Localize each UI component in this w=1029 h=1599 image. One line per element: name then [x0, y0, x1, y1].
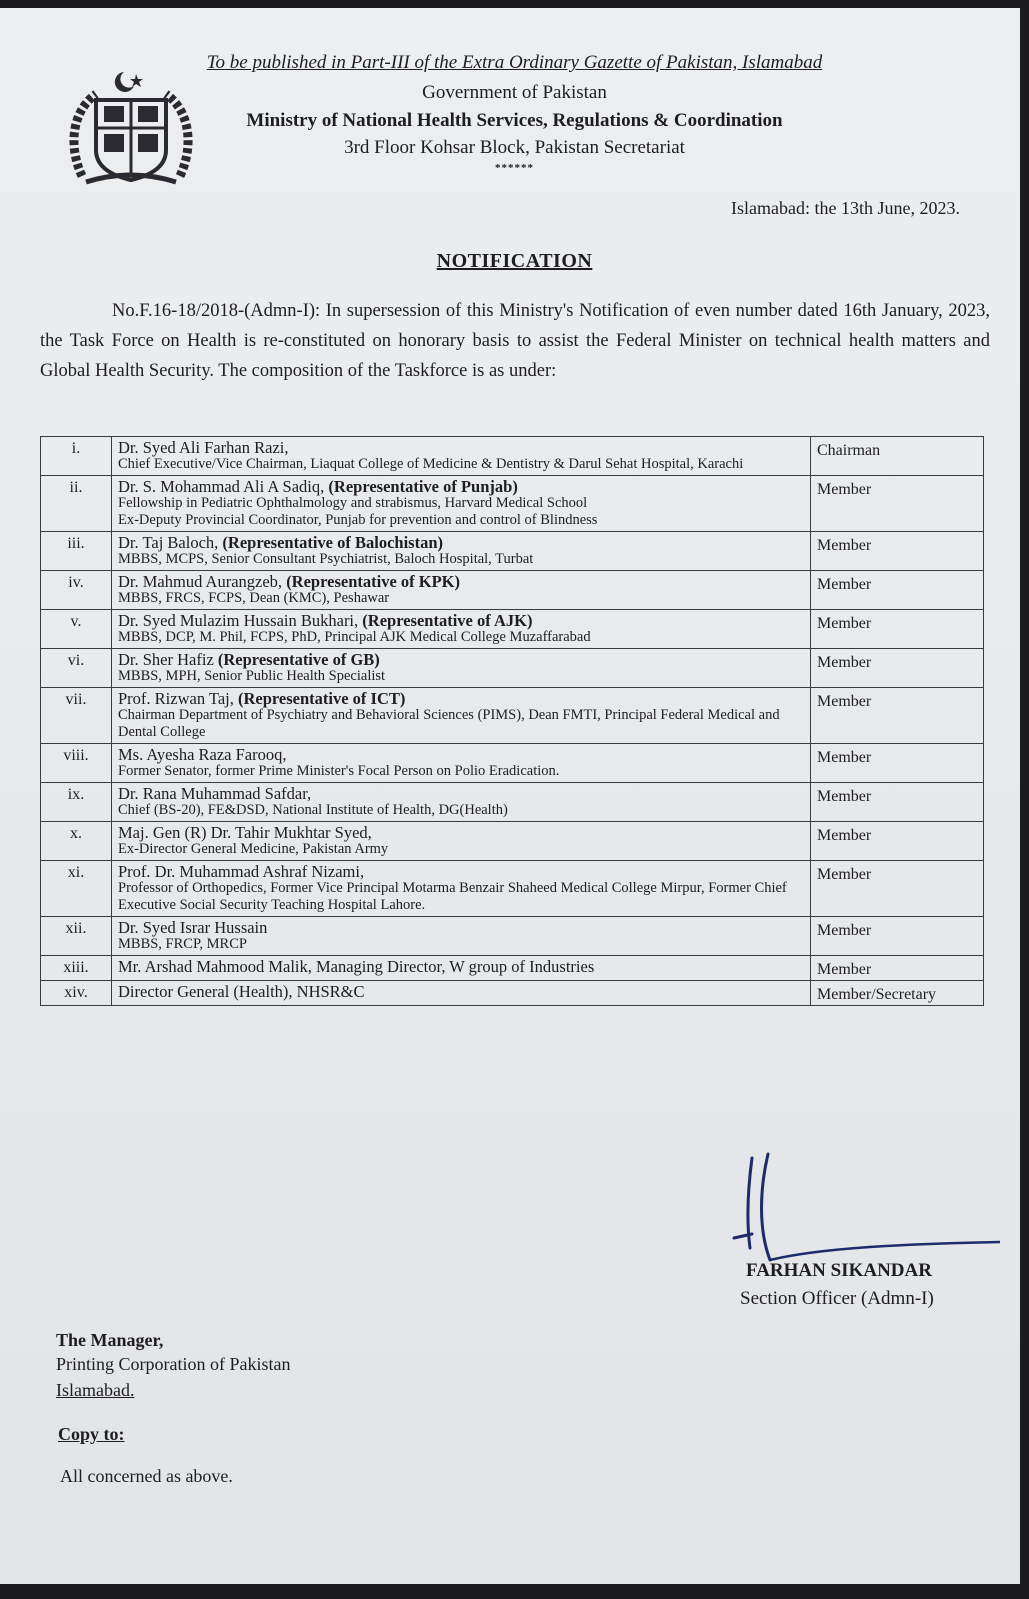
member-detail: Fellowship in Pediatric Ophthalmology and strabismus, Harvard Medical School: [118, 495, 588, 511]
recipient-city: Islamabad.: [56, 1380, 135, 1400]
member-role: Chairman: [811, 437, 984, 476]
member-row: [41, 532, 984, 571]
member-detail: Ex-Deputy Provincial Coordinator, Punjab for prevention and control of Blindness: [118, 512, 598, 528]
header-separator: ******: [495, 162, 534, 174]
member-role: Member: [811, 956, 984, 981]
member-detail: Chairman Department of Psychiatry and Behavioral Sciences (PIMS), Dean FMTI, Principal Federal Medical and Dental College: [118, 707, 780, 740]
member-representation: (Representative of AJK): [362, 611, 533, 630]
member-row: [41, 437, 984, 476]
member-info: [112, 744, 811, 783]
member-name-line: [118, 478, 804, 495]
member-role: Member: [811, 917, 984, 956]
member-detail: MBBS, FRCP, MRCP: [118, 936, 247, 952]
member-detail: MBBS, MPH, Senior Public Health Specialist: [118, 668, 386, 684]
member-role: Member: [811, 861, 984, 917]
member-number: iii.: [41, 532, 112, 571]
ministry-address: 3rd Floor Kohsar Block, Pakistan Secretariat: [344, 137, 685, 158]
member-row: [41, 956, 984, 981]
member-name-line: [118, 573, 804, 590]
member-role: Member: [811, 571, 984, 610]
member-info: [112, 532, 811, 571]
member-name: Ms. Ayesha Raza Farooq,: [118, 745, 287, 764]
member-number: v.: [41, 610, 112, 649]
member-representation: (Representative of KPK): [286, 572, 461, 591]
member-info: [112, 476, 811, 532]
notification-intro: No.F.16-18/2018-(Admn-I): In supersession of this Ministry's Notification of even number dated 16th January, 2023, the Task Force on Health is re-constituted on honorary basis to assist the Federal Minister on technical health matters and Global Health Security. The composition of the Taskforce is as under:: [40, 301, 990, 381]
member-name: Mr. Arshad Mahmood Malik, Managing Director, W group of Industries: [118, 957, 595, 976]
recipient-organization: Printing Corporation of Pakistan: [56, 1354, 291, 1374]
issue-date: Islamabad: the 13th June, 2023.: [731, 198, 960, 218]
member-name: Dr. S. Mohammad Ali A Sadiq,: [118, 477, 325, 496]
member-role: Member: [811, 783, 984, 822]
member-info: [112, 610, 811, 649]
member-number: xiii.: [41, 956, 112, 981]
member-row: [41, 744, 984, 783]
member-name-line: [118, 690, 804, 707]
member-name-line: [118, 919, 804, 936]
member-representation: (Representative of Punjab): [328, 477, 518, 496]
member-info: [112, 437, 811, 476]
member-name: Dr. Rana Muhammad Safdar,: [118, 784, 312, 803]
recipient-title: The Manager,: [56, 1330, 164, 1350]
member-info: [112, 688, 811, 744]
member-name: Prof. Dr. Muhammad Ashraf Nizami,: [118, 862, 365, 881]
member-representation: (Representative of ICT): [237, 689, 406, 708]
member-detail: Former Senator, former Prime Minister's Focal Person on Polio Eradication.: [118, 763, 560, 779]
member-row: [41, 981, 984, 1006]
member-row: [41, 571, 984, 610]
member-name-line: [118, 983, 804, 1000]
member-representation: (Representative of Balochistan): [222, 533, 443, 552]
gazette-note: To be published in Part-III of the Extra Ordinary Gazette of Pakistan, Islamabad: [206, 52, 823, 73]
member-number: viii.: [41, 744, 112, 783]
member-name: Maj. Gen (R) Dr. Tahir Mukhtar Syed,: [118, 823, 372, 842]
member-role: Member: [811, 744, 984, 783]
member-number: x.: [41, 822, 112, 861]
member-row: [41, 783, 984, 822]
member-name: Dr. Mahmud Aurangzeb,: [118, 572, 283, 591]
member-detail: Chief Executive/Vice Chairman, Liaquat College of Medicine & Dentistry & Darul Sehat Hospital, Karachi: [118, 456, 744, 472]
member-number: xi.: [41, 861, 112, 917]
member-number: vi.: [41, 649, 112, 688]
member-role: Member: [811, 532, 984, 571]
signatory-designation: Section Officer (Admn-I): [740, 1288, 934, 1309]
member-number: i.: [41, 437, 112, 476]
member-row: [41, 861, 984, 917]
member-role: Member/Secretary: [811, 981, 984, 1006]
member-info: [112, 981, 811, 1006]
member-name: Dr. Syed Israr Hussain: [118, 918, 268, 937]
member-info: [112, 917, 811, 956]
member-row: [41, 610, 984, 649]
member-name-line: [118, 746, 804, 763]
member-representation: (Representative of GB): [217, 650, 380, 669]
member-name: Dr. Syed Ali Farhan Razi,: [118, 438, 289, 457]
member-detail: Professor of Orthopedics, Former Vice Principal Motarma Benzair Shaheed Medical College Mirpur, Former Chief Executive Social Security Teaching Hospital Lahore.: [118, 880, 787, 913]
signature-icon: [730, 1148, 1000, 1268]
member-detail: MBBS, DCP, M. Phil, FCPS, PhD, Principal AJK Medical College Muzaffarabad: [118, 629, 591, 645]
member-info: [112, 822, 811, 861]
member-info: [112, 571, 811, 610]
member-name-line: [118, 824, 804, 841]
member-detail: Ex-Director General Medicine, Pakistan Army: [118, 841, 389, 857]
member-name-line: [118, 785, 804, 802]
member-name-line: [118, 958, 804, 975]
member-detail: Chief (BS-20), FE&DSD, National Institute of Health, DG(Health): [118, 802, 508, 818]
copy-to-text: All concerned as above.: [60, 1466, 233, 1486]
member-info: [112, 956, 811, 981]
member-role: Member: [811, 688, 984, 744]
member-name: Dr. Taj Baloch,: [118, 533, 219, 552]
member-role: Member: [811, 610, 984, 649]
member-info: [112, 861, 811, 917]
member-name-line: [118, 439, 804, 456]
member-detail: MBBS, MCPS, Senior Consultant Psychiatrist, Baloch Hospital, Turbat: [118, 551, 534, 567]
member-row: [41, 822, 984, 861]
member-number: vii.: [41, 688, 112, 744]
member-name: Dr. Syed Mulazim Hussain Bukhari,: [118, 611, 359, 630]
government-title: Government of Pakistan: [422, 82, 607, 103]
member-number: ii.: [41, 476, 112, 532]
member-row: [41, 917, 984, 956]
member-name-line: [118, 534, 804, 551]
member-name-line: [118, 651, 804, 668]
member-name-line: [118, 863, 804, 880]
member-name: Director General (Health), NHSR&C: [118, 982, 365, 1001]
ministry-title: Ministry of National Health Services, Regulations & Coordination: [246, 110, 783, 131]
member-detail: MBBS, FRCS, FCPS, Dean (KMC), Peshawar: [118, 590, 390, 606]
member-number: xiv.: [41, 981, 112, 1006]
member-info: [112, 783, 811, 822]
member-info: [112, 649, 811, 688]
member-number: ix.: [41, 783, 112, 822]
member-role: Member: [811, 649, 984, 688]
notification-title: NOTIFICATION: [436, 250, 593, 272]
member-row: [41, 476, 984, 532]
signatory-name: FARHAN SIKANDAR: [746, 1260, 932, 1281]
member-number: xii.: [41, 917, 112, 956]
member-number: iv.: [41, 571, 112, 610]
member-name: Dr. Sher Hafiz: [118, 650, 214, 669]
member-role: Member: [811, 476, 984, 532]
member-name: Prof. Rizwan Taj,: [118, 689, 234, 708]
notification-page: [0, 8, 1020, 1584]
copy-to-label: Copy to:: [58, 1424, 125, 1444]
member-row: [41, 649, 984, 688]
member-role: Member: [811, 822, 984, 861]
members-table: [40, 436, 984, 1006]
member-row: [41, 688, 984, 744]
member-name-line: [118, 612, 804, 629]
